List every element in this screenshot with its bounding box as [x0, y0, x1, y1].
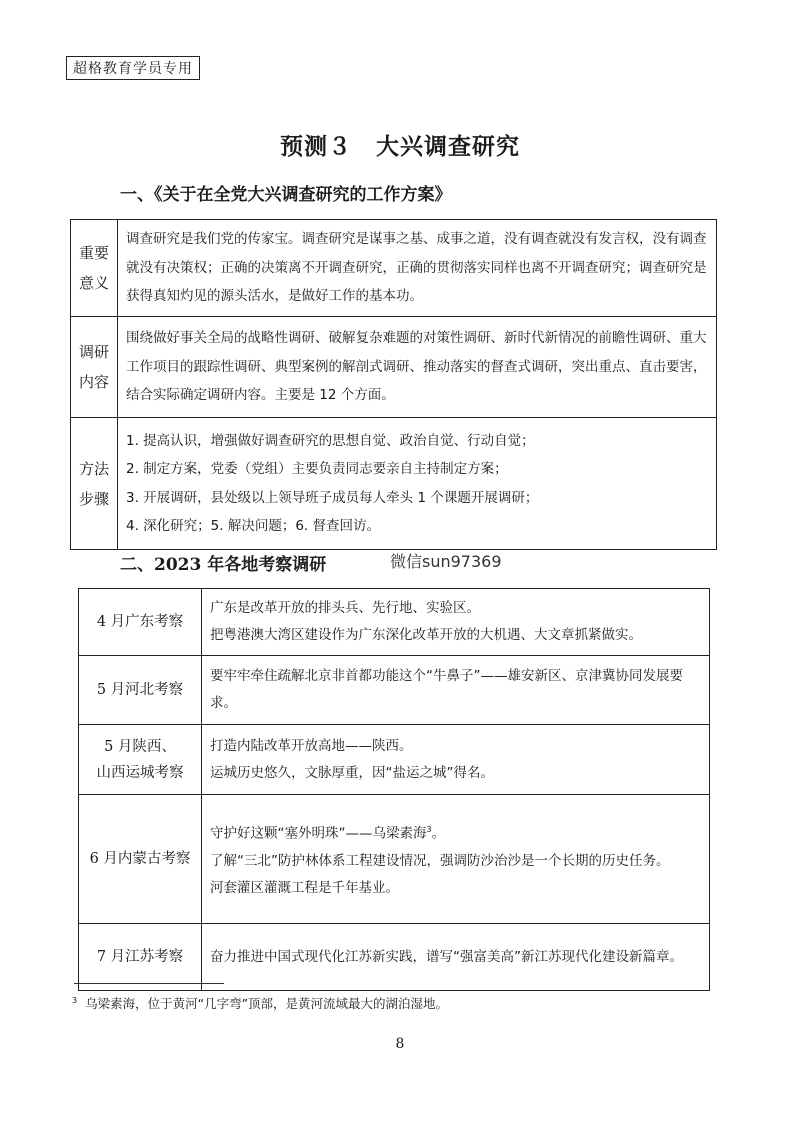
label-line: 6 月内蒙古考察	[89, 851, 191, 867]
row-content	[202, 656, 710, 725]
wechat-watermark: 微信sun97369	[390, 552, 502, 571]
table-row	[71, 418, 717, 550]
row-label	[79, 924, 202, 991]
step-item: 1. 提高认识，增强做好调查研究的思想自觉、政治自觉、行动自觉；	[126, 432, 535, 449]
content-line: 打造内陆改革开放高地——陕西。	[210, 737, 413, 754]
content-text: 守护好这颗“塞外明珠”——乌梁素海	[210, 825, 427, 842]
row-label	[79, 656, 202, 725]
table-row	[71, 317, 717, 418]
step-item: 2. 制定方案，党委（党组）主要负责同志要亲自主持制定方案；	[126, 461, 508, 477]
row-content	[202, 924, 710, 991]
table-row	[79, 795, 710, 924]
content-line: 奋力推进中国式现代化江苏新实践，谱写“强富美高”新江苏现代化建设新篇章。	[210, 948, 683, 965]
row-content	[202, 795, 710, 924]
row-label	[71, 317, 118, 418]
label-line: 重要	[78, 244, 109, 262]
row-content	[202, 725, 710, 795]
page-number: 8	[395, 1036, 405, 1052]
row-content	[202, 589, 710, 656]
label-line: 7 月江苏考察	[96, 949, 184, 965]
content-line: 要牢牢牵住疏解北京非首都功能这个“牛鼻子”——雄安新区、京津冀协同发展要求。	[210, 668, 683, 711]
row-label	[71, 418, 118, 550]
section-heading-inspections: 二、2023 年各地考察调研	[120, 555, 327, 575]
content-line: 守护好这颗“塞外明珠”——乌梁素海$^3$。	[210, 825, 446, 842]
content-line: 把粤港澳大湾区建设作为广东深化改革开放的大机遇、大文章抓紧做实。	[210, 627, 642, 643]
row-label	[79, 589, 202, 656]
label-line: 意义	[78, 274, 109, 292]
label-line: 4 月广东考察	[96, 614, 184, 630]
label-line: 内容	[78, 373, 109, 391]
content-line: 了解“三北”防护林体系工程建设情况，强调防沙治沙是一个长期的历史任务。	[210, 852, 670, 869]
step-item: 3. 开展调研，县处级以上领导班子成员每人牵头 1 个课题开展调研；	[126, 489, 539, 506]
label-line: 山西运城考察	[96, 764, 184, 781]
label-line: 5 月河北考察	[96, 682, 184, 698]
content-line: 河套灌区灌溉工程是千年基业。	[210, 879, 399, 896]
table-row	[79, 924, 710, 991]
label-line: 5 月陕西、	[104, 738, 176, 755]
row-content: 围绕做好事关全局的战略性调研、破解复杂难题的对策性调研、新时代新情况的前瞻性调研、重大工作项目的跟踪性调研、典型案例的解剖式调研、推动落实的督查式调研，突出重点、直击要害，结合实际确定调研内容。主要是 12 个方面。	[118, 317, 717, 418]
table-row	[79, 656, 710, 725]
table-row	[79, 589, 710, 656]
table-row	[71, 220, 717, 317]
content-line: 运城历史悠久，文脉厚重，因“盐运之城”得名。	[210, 764, 494, 781]
footnote	[72, 994, 448, 1012]
row-label	[71, 220, 118, 317]
label-line: 方法	[78, 459, 109, 478]
inspection-table	[78, 588, 710, 991]
row-label	[79, 795, 202, 924]
footnote-divider	[74, 983, 224, 984]
row-content: 调查研究是我们党的传家宝。调查研究是谋事之基、成事之道，没有调查就没有发言权，没有调查就没有决策权；正确的决策离不开调查研究，正确的贯彻落实同样也离不开调查研究；调查研究是获得真知灼见的源头活水，是做好工作的基本功。	[118, 220, 717, 317]
student-stamp: 超格教育学员专用	[66, 56, 200, 80]
section-heading-work-plan: 一、《关于在全党大兴调查研究的工作方案》	[120, 185, 452, 205]
row-label	[79, 725, 202, 795]
content-line: 广东是改革开放的排头兵、先行地、实验区。	[210, 600, 480, 616]
table-row	[79, 725, 710, 795]
step-item: 4. 深化研究；5. 解决问题；6. 督查回访。	[126, 518, 381, 534]
footnote-text: 乌梁素海，位于黄河“几字弯”顶部，是黄河流域最大的湖泊湿地。	[85, 996, 449, 1011]
page-title: 预测３ 大兴调查研究	[280, 133, 520, 160]
label-line: 步骤	[78, 489, 109, 508]
row-content	[118, 418, 717, 550]
label-line: 调研	[78, 343, 109, 361]
footnote-ref: 3	[426, 825, 432, 835]
work-plan-table	[70, 219, 717, 550]
footnote-mark: 3	[72, 995, 78, 1005]
